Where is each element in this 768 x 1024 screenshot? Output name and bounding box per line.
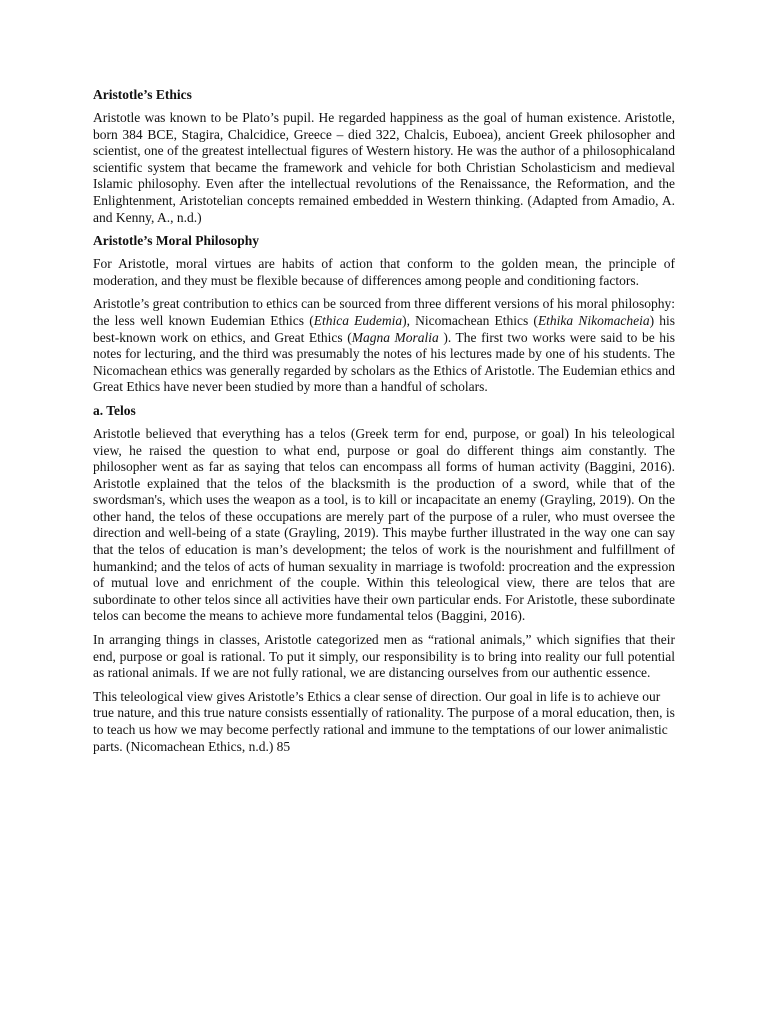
document-page [93,87,675,762]
text-span: ) his best-known work on ethics, and Great Ethics ( [93,312,675,345]
text-span: ), Nicomachean Ethics ( [402,312,538,328]
italic-title-magna-moralia: Magna Moralia [351,329,439,345]
paragraph-aristotle-intro: Aristotle was known to be Plato’s pupil. He regarded happiness as the goal of human existence. Aristotle, born 384 BCE, Stagira, Chalcidice, Greece – died 322, Chalcis, Euboea), ancient Greek philosopher and scientist, one of the greatest intellectual figures of Western history. He was the author of a philosophicaland scientific system that became the framework and vehicle for both Christian Scholasticism and medieval Islamic philosophy. Even after the intellectual revolutions of the Renaissance, the Reformation, and the Enlightenment, Aristotelian concepts remained embedded in Western thinking. (Adapted from Amadio, A. and Kenny, A., n.d.) [93,110,675,225]
paragraph-ethics-versions [93,296,675,396]
section-heading-aristotles-ethics: Aristotle’s Ethics [93,87,192,102]
paragraph-teleological-direction: This teleological view gives Aristotle’s Ethics a clear sense of direction. Our goal in life is to achieve our true nature, and this true nature consists essentially of rationality. The purpose of a moral education, then, is to teach us how we may become perfectly rational and immune to the temptations of our lower animalistic parts. (Nicomachean Ethics, n.d.) 85 [93,688,675,754]
text-span: ). The first two works were said to be his notes for lecturing, and the third was presumably the notes of his lectures made by one of his students. The Nicomachean ethics was generally regarded by scholars as the Ethics of Aristotle. The Eudemian ethics and Great Ethics have never been studied by more than a handful of scholars. [93,329,676,395]
section-heading-telos: a. Telos [93,402,136,418]
paragraph-telos-explained: Aristotle believed that everything has a telos (Greek term for end, purpose, or goal) In his teleological view, he raised the question to what end, purpose or goal do different things aim constantly. The philosopher went as far as saying that telos can encompass all forms of human activity (Baggini, 2016). Aristotle explained that the telos of the blacksmith is the production of a sword, while that of the swordsman's, which uses the weapon as a tool, is to kill or incapacitate an enemy (Grayling, 2019). On the other hand, the telos of these occupations are merely part of the purpose of a ruler, who must oversee the direction and well-being of a state (Grayling, 2019). This maybe further illustrated in the way one can say that the telos of education is man’s development; the telos of work is the nourishment and fulfillment of humankind; and the telos of acts of human sexuality in marriage is twofold: procreation and the expression of mutual love and enrichment of the couple. Within this teleological view, there are telos that are subordinate to other telos since all activities have their own particular ends. For Aristotle, these subordinate telos can become the means to achieve more fundamental telos (Baggini, 2016). [93,425,675,624]
italic-title-ethika-nikomacheia: Ethika Nikomacheia [537,312,650,328]
paragraph-rational-animals: In arranging things in classes, Aristotle categorized men as “rational animals,” which signifies that their end, purpose or goal is rational. To put it simply, our responsibility is to bring into reality our full potential as rational animals. If we are not fully rational, we are distancing ourselves from our authentic essence. [93,632,675,681]
text-span: Aristotle’s great contribution to ethics can be sourced from three different versions of his moral philosophy: the less well known Eudemian Ethics ( [93,296,675,328]
italic-title-ethica-eudemia: Ethica Eudemia [313,312,403,328]
paragraph-moral-virtues: For Aristotle, moral virtues are habits of action that conform to the golden mean, the principle of moderation, and they must be flexible because of differences among people and conditioning factors. [93,256,675,288]
section-heading-moral-philosophy: Aristotle’s Moral Philosophy [93,233,259,249]
